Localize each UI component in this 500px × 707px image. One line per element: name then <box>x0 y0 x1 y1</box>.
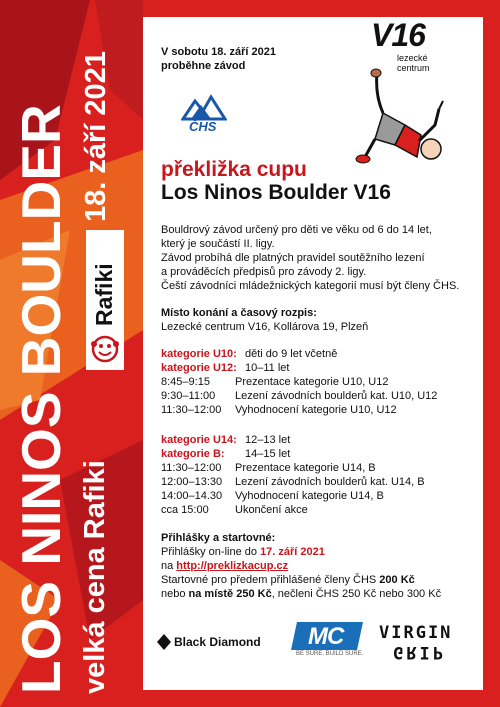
fee-members-text: Startovné pro předem přihlášené členy ČHS <box>161 574 380 586</box>
fee-onsite-amount: na místě 250 Kč <box>188 588 272 600</box>
schedule-text: Prezentace kategorie U10, U12 <box>235 376 389 388</box>
category-value: 10–11 let <box>245 362 290 374</box>
category-value: děti do 9 let včetně <box>245 348 338 360</box>
virgin-grip-logo <box>379 623 469 661</box>
desc-line-3: Závod probíhá dle platných pravidel soutěžního lezení <box>161 252 425 264</box>
side-title: LOS NINOS BOULDER <box>10 104 72 694</box>
venue-address: Lezecké centrum V16, Kollárova 19, Plzeň <box>161 321 369 333</box>
category-label: kategorie U14: <box>161 434 237 446</box>
chs-wordmark: ČHS <box>189 119 217 134</box>
schedule-time: 9:30–11:00 <box>161 390 216 402</box>
schedule-time: 12:00–13:30 <box>161 476 223 488</box>
v16-line1: lezecké <box>397 53 428 63</box>
mountain-icon <box>181 93 227 121</box>
schedule-text: Prezentace kategorie U14, B <box>235 462 376 474</box>
schedule-time: 8:45–9:15 <box>161 376 210 388</box>
category-value: 14–15 let <box>245 448 291 460</box>
mc-logo <box>294 622 364 660</box>
schedule-time: 11:30–12:00 <box>161 462 222 474</box>
desc-line-5: Čeští závodníci mládežnických kategorií musí být členy ČHS. <box>161 280 460 292</box>
registration-fee-members <box>161 573 415 587</box>
virgin-wordmark: VIRGIN <box>379 623 453 643</box>
intro-line1: V sobotu 18. září 2021 <box>161 46 276 58</box>
fee-onsite-prefix: nebo <box>161 588 189 600</box>
rafiki-badge <box>86 230 124 370</box>
v16-line2: centrum <box>397 63 430 73</box>
venue-heading: Místo konání a časový rozpis: <box>161 307 317 319</box>
schedule-time: cca 15:00 <box>161 504 209 516</box>
grip-wordmark: GRIP <box>393 642 446 662</box>
schedule-text: Vyhodnocení kategorie U10, U12 <box>235 404 397 416</box>
desc-line-1: Bouldrový závod určený pro děti ve věku od 6 do 14 let, <box>161 224 432 236</box>
schedule-text: Lezení závodních boulderů kat. U14, B <box>235 476 425 488</box>
v16-mark: V16 <box>371 17 425 53</box>
rafiki-monkey-icon <box>90 334 120 364</box>
side-subtitle: velká cena Rafiki <box>79 460 111 694</box>
registration-link[interactable]: http://preklizkacup.cz <box>176 560 289 572</box>
registration-fee-onsite <box>161 587 441 601</box>
desc-line-2: který je součástí II. ligy. <box>161 238 275 250</box>
diamond-icon <box>157 634 171 650</box>
category-label: kategorie U10: <box>161 348 237 360</box>
title-line2: Los Ninos Boulder V16 <box>161 181 391 204</box>
schedule-time: 11:30–12:00 <box>161 404 222 416</box>
registration-deadline-date: 17. září 2021 <box>260 546 325 558</box>
rafiki-wordmark: Rafiki <box>91 263 117 326</box>
chs-logo <box>181 93 227 137</box>
category-label: kategorie B: <box>161 448 225 460</box>
side-band <box>0 0 143 707</box>
category-value: 12–13 let <box>245 434 291 446</box>
schedule-text: Vyhodnocení kategorie U14, B <box>235 490 384 502</box>
side-date: 18. září 2021 <box>80 51 112 222</box>
category-label: kategorie U12: <box>161 362 237 374</box>
registration-link-prefix: na <box>161 560 177 572</box>
schedule-text: Ukončení akce <box>235 504 308 516</box>
registration-link-line <box>161 559 288 573</box>
schedule-time: 14:00–14.30 <box>161 490 223 502</box>
climber-illustration <box>325 65 445 165</box>
mc-tagline: BE SURE. BUILD SURE. <box>296 651 364 657</box>
schedule-text: Lezení závodních boulderů kat. U10, U12 <box>235 390 438 402</box>
intro-line2: proběhne závod <box>161 60 246 72</box>
mc-wordmark: MC <box>308 623 344 650</box>
fee-onsite-rest: , nečleni ČHS 250 Kč nebo 300 Kč <box>271 588 442 600</box>
registration-deadline <box>161 545 325 559</box>
registration-deadline-text: Přihlášky on-line do <box>161 546 261 558</box>
registration-heading: Přihlášky a startovné: <box>161 532 276 544</box>
black-diamond-wordmark: Black Diamond <box>174 635 261 649</box>
title-line1: překližka cupu <box>161 158 307 181</box>
desc-line-4: a prováděcích předpisů pro závody 2. ligy. <box>161 266 367 278</box>
content-panel <box>143 17 483 690</box>
fee-members-amount: 200 Kč <box>379 574 415 586</box>
